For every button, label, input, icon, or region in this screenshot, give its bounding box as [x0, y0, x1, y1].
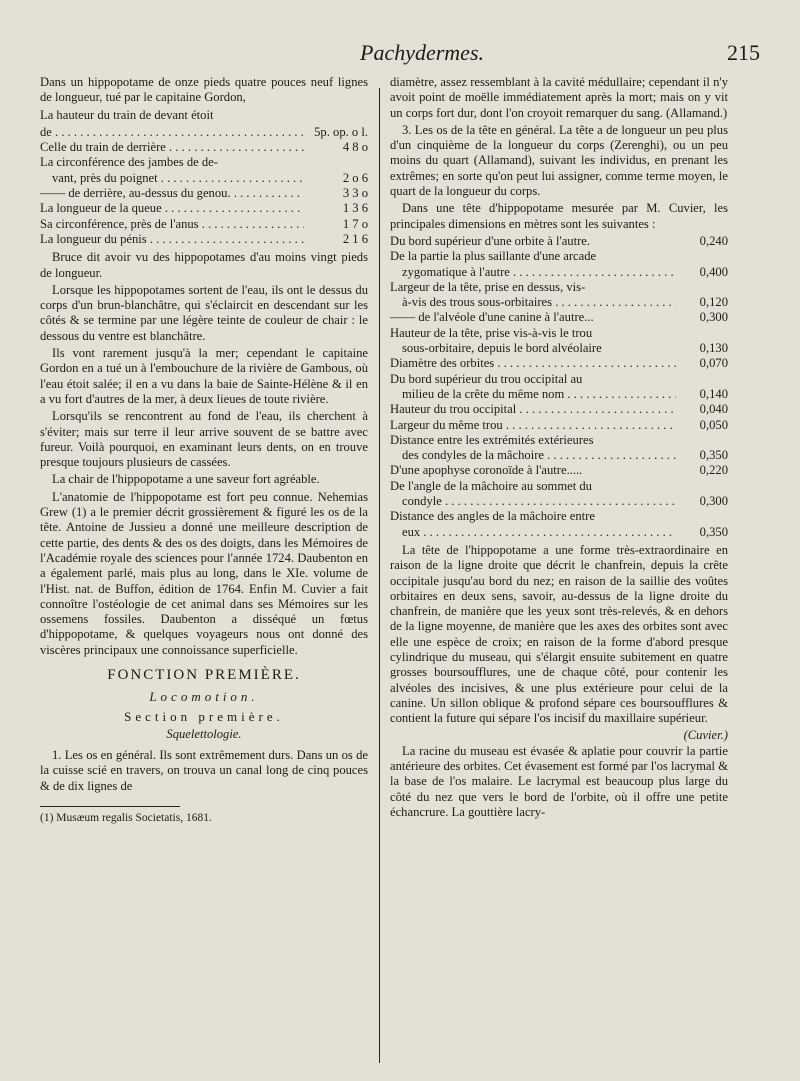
row-label: Largeur du même trou . . . — [390, 418, 676, 433]
table-row — [390, 310, 728, 325]
table-row — [390, 341, 728, 356]
table-row — [40, 217, 368, 232]
citation: (Cuvier.) — [683, 728, 728, 743]
paragraph: Ils vont rarement jusqu'à la mer; cependant le capitaine Gordon en a tué un à l'embouchure de la rivière de Gambous, où l'eau étoit salée; il en a vu dans la baie de Sainte-Hélène & il en a vu fort d'autres de la mer, à deux lieues de toute rivière. — [40, 346, 368, 406]
row-value: 0,220 — [699, 463, 728, 478]
row-value: 2 1 6 — [342, 231, 368, 246]
row-label: Du bord supérieur du trou occipital au — [390, 371, 583, 386]
table-row — [40, 186, 368, 201]
subsection-heading: Locomotion. — [149, 689, 259, 705]
footnote-rule — [40, 806, 180, 807]
table-row — [390, 494, 728, 509]
row-value: 0,240 — [699, 233, 728, 248]
intro-paragraph: Dans un hippopotame de onze pieds quatre pouces neuf lignes de longueur, tué par le capitaine Gordon, — [40, 75, 368, 105]
row-value: 0,400 — [699, 264, 728, 279]
row-label: Hauteur de la tête, prise vis-à-vis le trou — [390, 325, 593, 340]
right-column — [390, 75, 728, 822]
table-row — [40, 232, 368, 247]
table-caption: La hauteur du train de devant étoit — [40, 107, 214, 122]
row-label: Hauteur du trou occipital . . . — [390, 402, 676, 417]
paragraph: diamètre, assez ressemblant à la cavité médullaire; cependant il n'y avoit point de moëlle immédiatement après la mort; mais on y vit un corps fort dur, dont l'on croyoit remarquer du sang. (Allamand.) — [390, 75, 728, 120]
row-label: —— de derrière, au-dessus du genou. . . . — [40, 186, 304, 201]
row-value: 5p. op. o l. — [314, 124, 368, 139]
table-row — [390, 433, 728, 448]
paragraph: 3. Les os de la tête en général. La tête a de longueur un peu plus d'un cinquième de la longueur du corps (Zerenghi), ou un peu moins du quart (Allamand), suivant les individus, en prenant les extrêmes; en sorte qu'on peut lui assigner, comme terme moyen, le quart de la longueur du corps. — [390, 122, 728, 199]
measurement-table — [40, 125, 368, 247]
row-label: La longueur de la queue . . . — [40, 201, 304, 216]
row-value: 0,120 — [699, 295, 728, 310]
paragraph: Lorsqu'ils se rencontrent au fond de l'eau, ils cherchent à s'éviter; mais sur terre il leur arrive souvent de se battre avec fureur. Voilà pourquoi, en examinant leurs dents, on en trouve presque toujours plusieurs de cassées. — [40, 409, 368, 470]
row-label: des condyles de la mâchoire . . . — [390, 448, 676, 463]
row-value: 3 3 o — [342, 186, 368, 201]
paragraph: 1. Les os en général. Ils sont extrêmement durs. Dans un os de la cuisse scié en travers, on trouva un canal long de cinq pouces & de dix lignes de — [40, 748, 368, 793]
row-label: La circonférence des jambes de de- — [40, 155, 218, 170]
row-label: à-vis des trous sous-orbitaires . . . — [390, 295, 676, 310]
paragraph: Dans une tête d'hippopotame mesurée par M. Cuvier, les principales dimensions en mètres sont les suivantes : — [390, 201, 728, 231]
paragraph: L'anatomie de l'hippopotame est fort peu connue. Nehemias Grew (1) a le premier décrit grossièrement & figuré les os de la tête. Antoine de Jussieu a donné une meilleure description de cette partie, des dents & des os des doigts, dans les Mémoires de l'Académie royale des sciences pour l'année 1724. Daubenton en a également parlé, mais plus au long, dans le XIe. volume de l'Hist. nat. de Buffon, édition de 1764. Enfin M. Cuvier a fait connoître l'ostéologie de cet animal dans ses Mémoires sur les ossemens fossiles. Daubenton a disséqué un fœtus d'hippopotame, & quelques voyageurs nous ont donné des viscères principaux une connoissance superficielle. — [40, 489, 368, 657]
paragraph: Bruce dit avoir vu des hippopotames d'au moins vingt pieds de longueur. — [40, 250, 368, 280]
paragraph: La racine du museau est évasée & aplatie pour couvrir la partie antérieure des orbites. Cet évasement est formé par l'os lacrymal & la base de l'os malaire. Le lacrymal est beaucoup plus large du côté du nez que vers le bord de l'orbite, où il offre une petite échancrure. La gouttière lacry- — [390, 743, 728, 819]
row-label: La longueur du pénis . . . — [40, 232, 304, 247]
row-label: condyle . . . — [390, 494, 676, 509]
skull-dimensions-table — [390, 234, 728, 540]
row-value: 0,300 — [699, 310, 728, 325]
row-label: zygomatique à l'autre . . . — [390, 265, 676, 280]
table-row — [390, 479, 728, 494]
table-row — [390, 295, 728, 310]
table-row — [390, 418, 728, 433]
row-label: eux . . . — [390, 525, 676, 540]
paragraph: La chair de l'hippopotame a une saveur fort agréable. — [52, 472, 320, 487]
table-row — [390, 402, 728, 417]
table-row — [390, 265, 728, 280]
row-label: —— de l'alvéole d'une canine à l'autre... — [390, 310, 594, 325]
subsection-heading: Section première. — [124, 708, 284, 724]
column-divider — [379, 88, 380, 1063]
row-value: 0,350 — [699, 524, 728, 539]
table-row — [40, 155, 368, 170]
table-row — [390, 525, 728, 540]
section-heading: FONCTION PREMIÈRE. — [107, 666, 301, 683]
table-row — [40, 171, 368, 186]
row-value: 0,040 — [699, 402, 728, 417]
table-row — [390, 509, 728, 524]
row-value: 0,140 — [699, 386, 728, 401]
row-value: 0,300 — [699, 494, 728, 509]
paragraph: La tête de l'hippopotame a une forme très-extraordinaire en raison de la ligne droite que décrit le chanfrein, depuis la crête occipitale jusqu'au bord du nez; en raison de la saillie des voûtes orbitaires en deux sens, savoir, au-dessus de la ligne droite du chanfrein, de manière que les yeux sont très-relevés, & en dehors de la ligne moyenne, de manière que les axes des orbites sont avec elle une espèce de croix; en raison de la forme d'abord presque cylindrique du museau, qui s'élargit ensuite subitement en quatre grosses boursoufflures, une de chaque côté, pour contenir les alvéoles des incisives, & une plus extérieure pour celui de la canine. Un sillon oblique & profond sépare ces boursoufflures & contient la future qui sépare l'os incisif du maxillaire supérieur. — [390, 542, 728, 726]
row-label: Celle du train de derrière . . . — [40, 140, 304, 155]
row-value: 0,050 — [699, 417, 728, 432]
table-row — [40, 125, 368, 140]
table-row — [390, 280, 728, 295]
table-row — [390, 463, 728, 478]
table-row — [390, 387, 728, 402]
row-value: 0,130 — [699, 341, 728, 356]
table-row — [390, 448, 728, 463]
row-label: vant, près du poignet . . . — [40, 171, 304, 186]
table-row — [390, 234, 728, 249]
table-row — [40, 201, 368, 216]
row-label: Largeur de la tête, prise en dessus, vis- — [390, 279, 586, 294]
left-column — [40, 75, 368, 826]
row-label: Du bord supérieur d'une orbite à l'autre. — [390, 233, 591, 248]
row-label: Diamètre des orbites . . . — [390, 356, 676, 371]
table-row — [390, 326, 728, 341]
row-label: sous-orbitaire, depuis le bord alvéolaire — [402, 341, 602, 356]
row-value: 2 o 6 — [342, 170, 368, 185]
row-label: Sa circonférence, près de l'anus . . . — [40, 217, 304, 232]
row-label: Distance des angles de la mâchoire entre — [390, 509, 595, 524]
row-value: 1 7 o — [342, 216, 368, 231]
row-label: de . . . — [40, 125, 304, 140]
footnote: (1) Musæum regalis Societatis, 1681. — [40, 812, 212, 825]
row-value: 0,350 — [699, 448, 728, 463]
row-value: 1 3 6 — [342, 201, 368, 216]
row-label: De l'angle de la mâchoire au sommet du — [390, 478, 592, 493]
row-label: De la partie la plus saillante d'une arcade — [390, 249, 597, 264]
running-title: Pachydermes. — [360, 40, 485, 65]
subsection-heading: Squelettologie. — [166, 726, 242, 741]
page-number: 215 — [727, 40, 760, 65]
table-row — [390, 356, 728, 371]
paragraph: Lorsque les hippopotames sortent de l'eau, ils ont le dessus du corps d'un brun-blanchâtre, qui s'éclaircit en descendant sur les côtés & se termine par une légère teinte de couleur de chair : le dessous du ventre est blanchâtre. — [40, 282, 368, 343]
table-row — [390, 372, 728, 387]
row-label: milieu de la crête du même nom . . . — [390, 387, 676, 402]
row-value: 4 8 o — [342, 140, 368, 155]
row-label: D'une apophyse coronoïde à l'autre..... — [390, 463, 583, 478]
row-value: 0,070 — [699, 356, 728, 371]
table-row — [40, 140, 368, 155]
row-label: Distance entre les extrémités extérieures — [390, 432, 594, 447]
running-header — [40, 40, 760, 70]
table-row — [390, 249, 728, 264]
